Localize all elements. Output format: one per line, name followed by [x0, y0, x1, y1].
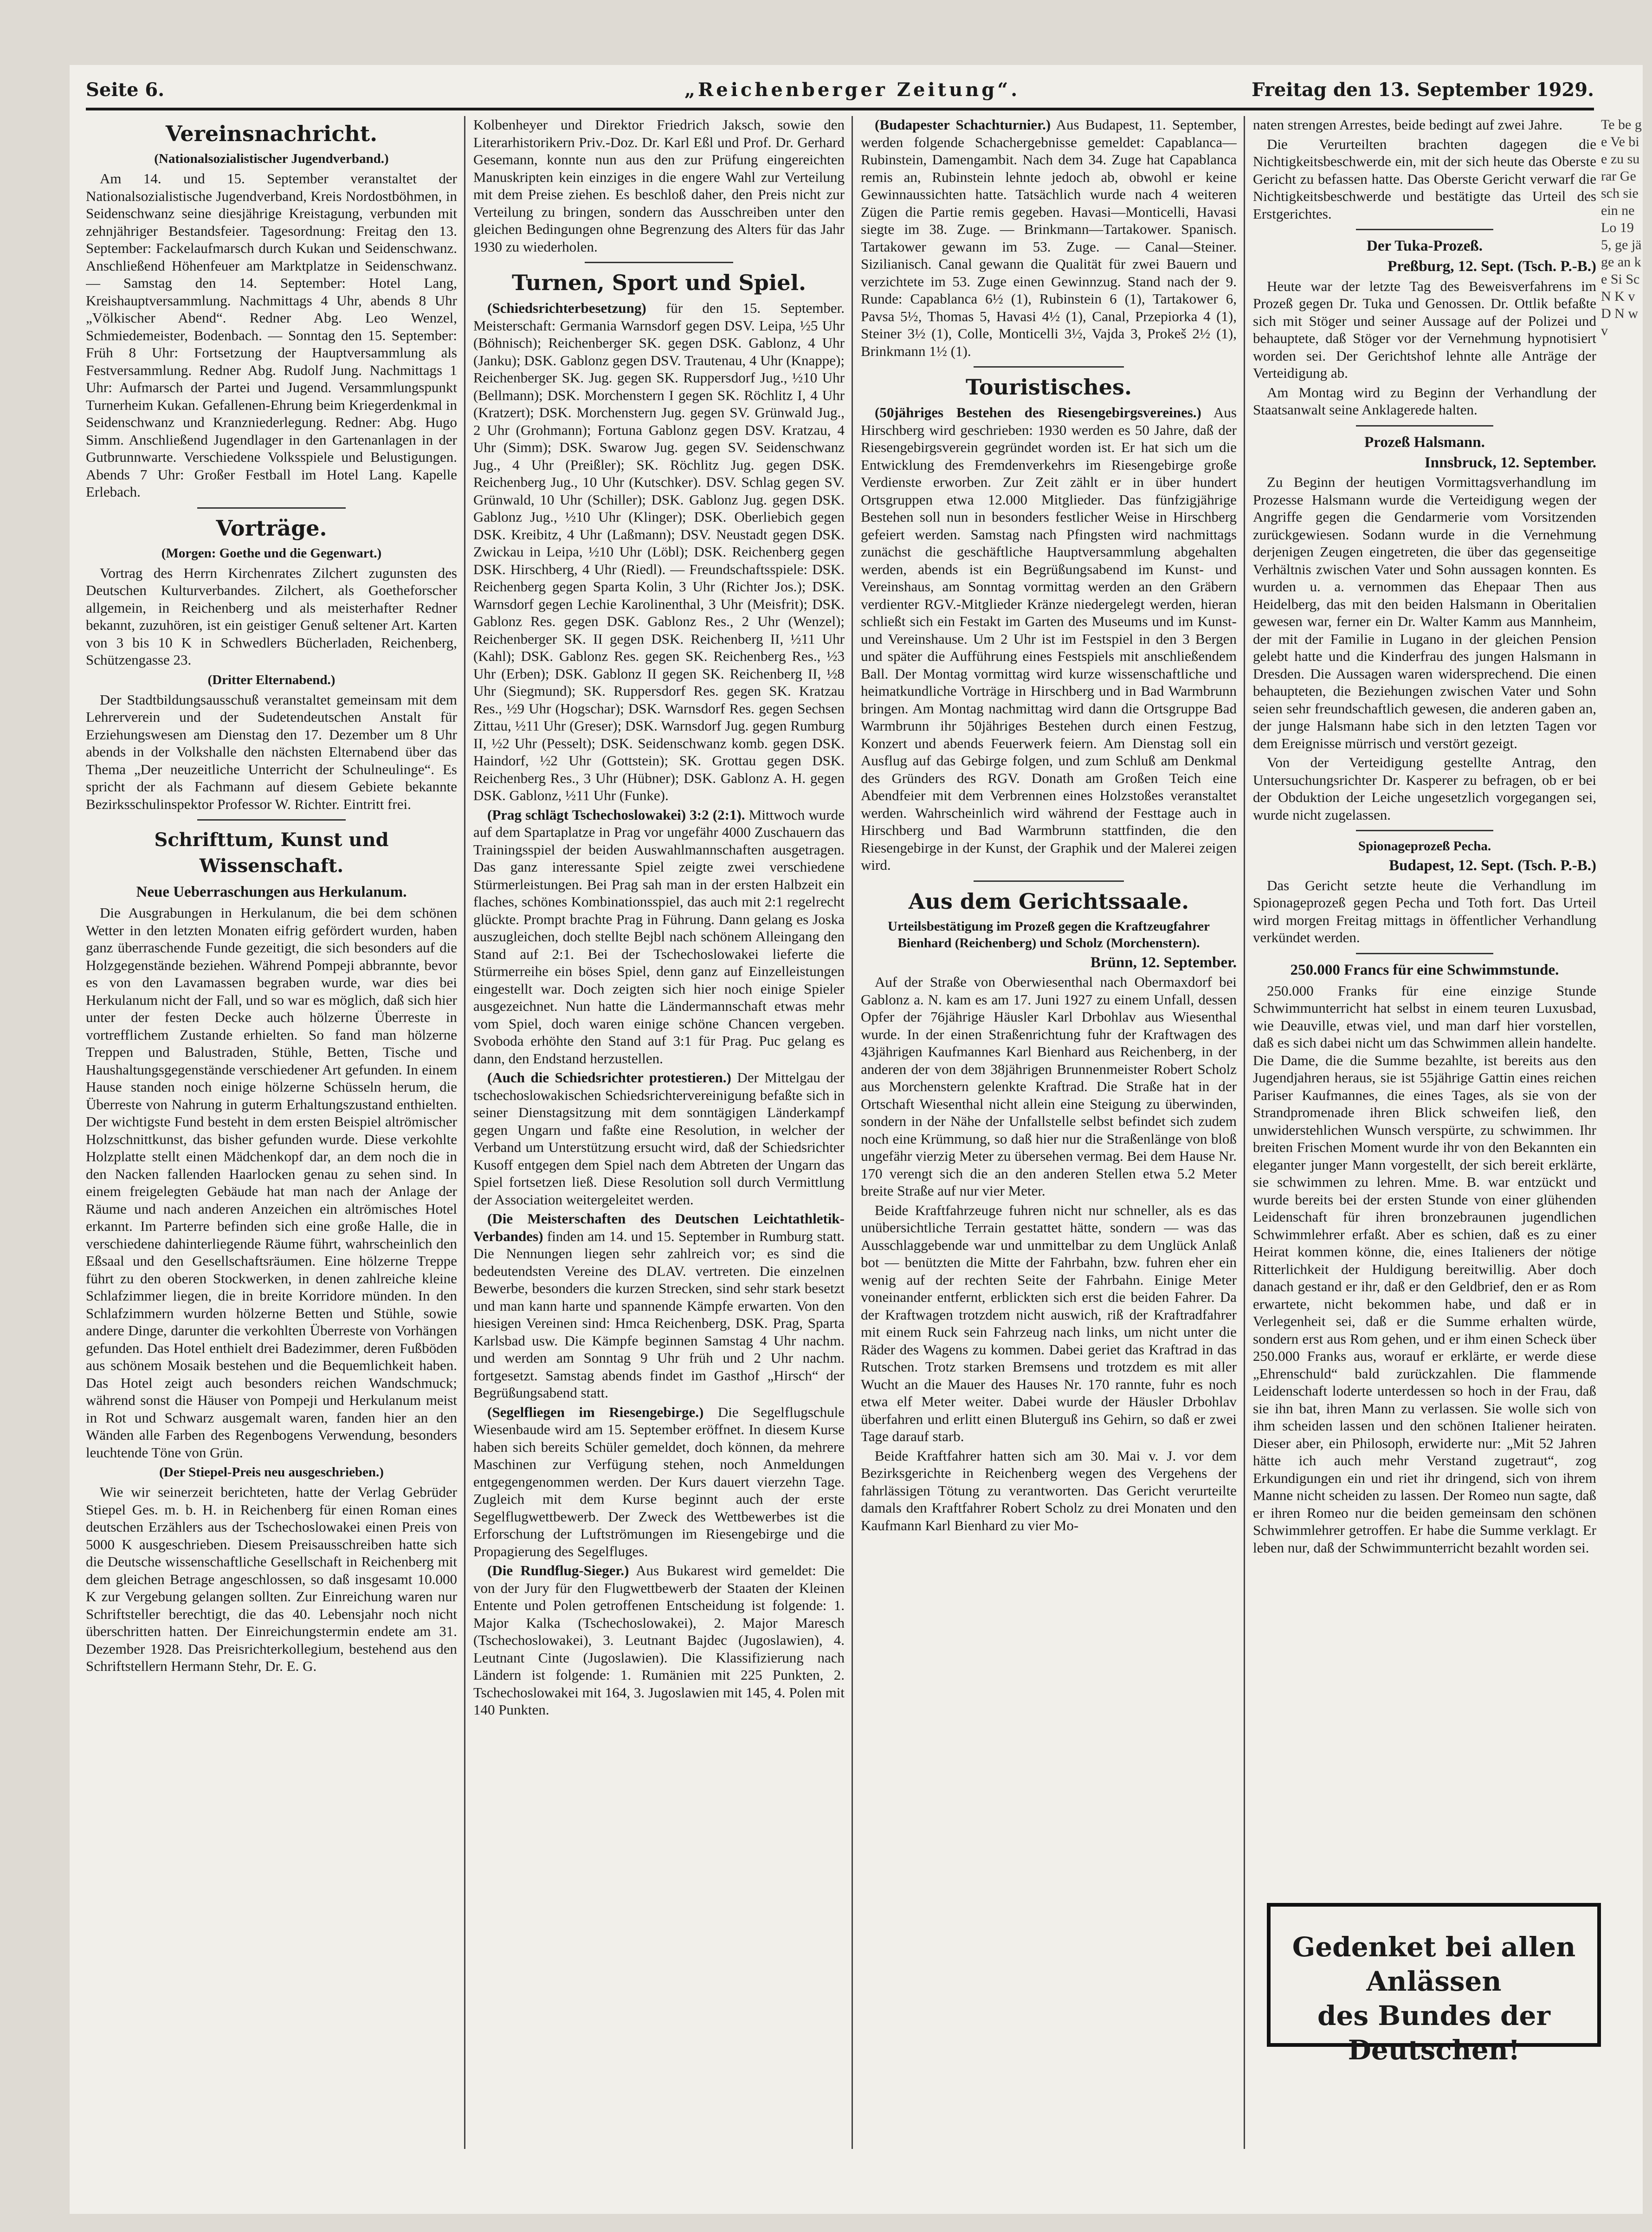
article-subheading: (Der Stiepel-Preis neu ausgeschrieben.) — [159, 1465, 384, 1480]
issue-date: Freitag den 13. September 1929. — [1252, 79, 1594, 101]
article-text: Der Stadtbildungsausschuß veranstaltet gemeinsam mit dem Lehrerverein und der Sudetendeutschen Anstalt für Erziehungswesen am Dienstag den 17. Dezember um 8 Uhr abends in der Volkshalle den nächsten Elternabend über das Thema „Der neuzeitliche Unterricht der Schulneulinge“. Es spricht der als Fachmann auf diesem Gebiete bekannte Bezirksschulinspektor Professor W. Richter. Eintritt frei. — [86, 691, 457, 812]
article-heading: Spionageprozeß Pecha. — [1358, 839, 1491, 854]
article-text: Mittwoch wurde auf dem Spartaplatze in Prag vor ungefähr 4000 Zuschauern das Trainingsspiel der beiden Auswahlmannschaften ausgetragen. Das ganz interessante Spiel zeigte zwei verschiedene Stürmerleistungen. Bei Prag sah man in der ersten Halbzeit ein flaches, schönes Kombinationsspiel, das auch mit 2:1 regelrecht glückte. Prompt brachte Prag in Führung. Dann gelang es Joska auszugleichen, doch stellte Bejbl nach schönem Alleingang den Stand auf 2:1. Bei der Tschechoslowakei lieferte die Stürmerreihe ein böses Spiel, denn ganz auf Einzelleistungen eingestellt war. Doch zeigten sich hier noch einige Spieler ausgezeichnet. Nun hatte die Ländermannschaft etwas mehr vom Spiel, doch waren einige schöne Chancen vergeben. Svoboda erhöhte den Stand auf 3:1 für Prag. Puc gelang es dann, den Endstand herzustellen. — [473, 806, 845, 1067]
article-subheading: (50jähriges Bestehen des Riesengebirgsvereines.) — [875, 404, 1201, 421]
article-dateline: Budapest, 12. Sept. (Tsch. P.-B.) — [1389, 857, 1596, 874]
section-divider — [585, 262, 733, 263]
article-text: 250.000 Franks für eine einzige Stunde Schwimmunterricht hat selbst in einem teuren Luxusbad, wie Deauville, etwas viel, und man darf hier vorstellen, daß es sich dabei nicht um das Schwimmen allein handelte. Die Dame, die die Summe bezahlte, ist bereits aus den Jugendjahren heraus, sie ist 55jährige Gattin eines reichen Pariser Kaufmannes, die eines Tages, als sie von der Strandpromenade ihren Blick schweifen ließ, den unwiderstehlichen Wunsch verspürte, zu schwimmen. Ihr breiten Frischen Moment wurde ihr von den Bekannten ein eleganter junger Mann vorgestellt, der sich bereit erklärte, sie schwimmen zu lehren. Mme. B. war entzückt und wurde bereits bei der ersten Stunde von einer glühenden Leidenschaft für ihren bronzebraunen jugendlichen Schwimmlehrer erfaßt. Aber es schien, daß es zu einer Heirat kommen könne, die, eines Italieners der nötige Ritterlichkeit der Huldigung bereitwillig. Aber doch danach gestand er ihr, daß er den Geldbrief, den er as Rom erwartete, nicht bekommen habe, und daß er in Verlegenheit sei, daß er die Summe erhalten würde, sondern erst aus Rom gehen, und er ihm einen Scheck über 250.000 Franks aus, worauf er erklärte, er werde diese „Ehrenschuld“ bald zurückzahlen. Die flammende Leidenschaft loderte unterdessen so hoch in der Frau, daß sie ihn bat, ihren Mann zu verlassen. Sie wolle sich von ihm scheiden lassen und den schönen Italiener heiraten. Dieser aber, ein Philosoph, erwiderte nur: „Mit 52 Jahren hätte ich auch mehr Verstand zugetraut“, zog Erkundigungen ein und riet ihr dringend, sich von ihrem Manne nicht scheiden zu lassen. Der Romeo nun sagte, daß er ihren Romeo nur die beiden gemeinsam den schönen Schwimmlehrer getroffen. Er habe die Summe verklagt. Er leben nur, daß der Schwimmunterricht bezahlt worden sei. — [1253, 982, 1596, 1556]
adjacent-page-fragment: Te be ge Ve bie zu su rar Ge sch sie ein ne Lo 19 5, ge jä ge an ke Si Sc N K v D N w v — [1601, 117, 1642, 338]
article-text: naten strengen Arrestes, beide bedingt auf zwei Jahre. — [1253, 116, 1563, 133]
article-text: Die Verurteilten brachten dagegen die Nichtigkeitsbeschwerde ein, mit der sich heute das Oberste Gericht zu befassen hatte. Das Oberste Gericht verwarf die Nichtigkeitsbeschwerde und bestätigte das Urteil des Erstgerichtes. — [1253, 136, 1596, 222]
column-2 — [473, 116, 845, 2149]
page-number: Seite 6. — [86, 79, 165, 101]
section-divider — [1356, 830, 1493, 831]
article-dateline: Preßburg, 12. Sept. (Tsch. P.-B.) — [1387, 258, 1596, 275]
article-heading: 250.000 Francs für eine Schwimmstunde. — [1290, 961, 1559, 978]
article-text: Am Montag wird zu Beginn der Verhandlung der Staatsanwalt seine Anklagerede halten. — [1253, 384, 1596, 418]
section-title-vereinsnachricht: Vereinsnachricht. — [165, 121, 378, 146]
article-text: Die Segelflugschule Wiesenbaude wird am 15. September eröffnet. In diesem Kurse haben sich bereits Schüler gemeldet, doch können, da mehrere Maschinen zur Verfügung stehen, noch Anmeldungen entgegengenommen werden. Der Kurs dauert vierzehn Tage. Zugleich mit dem Kurse beginnt auch der erste Segelflugwettbewerb. Der Zweck des Wettbewerbes ist die Erforschung der Luftströmungen im Riesengebirge und die Propagierung des Segelfluges. — [473, 1404, 845, 1559]
section-title-vortraege: Vorträge. — [216, 515, 327, 541]
article-subheading: (Segelfliegen im Riesengebirge.) — [487, 1404, 704, 1420]
article-subheading: (Morgen: Goethe und die Gegenwart.) — [161, 545, 382, 561]
banner-line-1: Gedenket bei allen Anlässen — [1292, 1931, 1576, 1997]
header-rule — [86, 108, 1594, 110]
column-4 — [1253, 116, 1596, 1889]
article-text: Zu Beginn der heutigen Vormittagsverhandlung im Prozesse Halsmann wurde die Verteidigung wegen der Angriffe gegen die Gendarmerie vom Vorsitzenden zurückgewiesen. Sodann wurde in die Vernehmung derjenigen Zeugen eingetreten, die über das gegenseitige Verhältnis zwischen Vater und Sohn aussagen konnten. Es wurden u. a. vernommen das Ehepaar Then aus Heidelberg, das mit den beiden Halsmann in Oberitalien gewesen war, ferner ein Dr. Walter Kamm aus Mannheim, der mit der Familie in Lugano in der gleichen Pension gelebt hatte und die Kinderfrau des jungen Halsmann in Dresden. Die Aussagen waren widersprechend. Die einen behaupteten, die Beziehungen zwischen Vater und Sohn seien sehr freundschaftlich gewesen, die anderen gaben an, der junge Halsmann habe sich in den letzten Tagen vor dem Ereignisse mürrisch und verstört gezeigt. — [1253, 474, 1596, 751]
section-title-touristisches: Touristisches. — [966, 375, 1132, 400]
section-divider — [974, 366, 1124, 368]
article-dateline: Brünn, 12. September. — [1090, 954, 1237, 971]
article-text: Aus Bukarest wird gemeldet: Die von der Jury für den Flugwettbewerb der Staaten der Kleinen Entente und Polen getroffenen Entscheidung ist folgende: 1. Major Kalka (Tschechoslowakei), 2. Major Maresch (Tschechoslowakei), 3. Leutnant Bajdec (Jugoslawien), 4. Leutnant Cinte (Jugoslawien). Die Klassifizierung nach Ländern ist folgende: 1. Rumänien mit 225 Punkten, 2. Tschechoslowakei mit 164, 3. Jugoslawien mit 145, 4. Polen mit 140 Punkten. — [473, 1562, 845, 1718]
column-separator — [464, 116, 465, 2149]
article-heading: Neue Ueberraschungen aus Herkulanum. — [136, 884, 407, 900]
section-divider — [974, 880, 1124, 882]
article-text: Kolbenheyer und Direktor Friedrich Jaksch, sowie den Literarhistorikern Priv.-Doz. Dr. Karl Eßl und Prof. Dr. Gerhard Gesemann, konnte nun aus den zur Prüfung eingereichten Manuskripten kein einziges in die engere Wahl zur Verteilung mit dem Preise ziehen. Es beschloß daher, den Preis nicht zur Verteilung zu bringen, sondern das Ausschreiben unter den gleichen Bedingungen ohne Begrenzung des Alters für das Jahr 1930 zu wiederholen. — [473, 116, 845, 255]
article-dateline: Innsbruck, 12. September. — [1424, 454, 1596, 471]
section-divider — [1356, 953, 1493, 954]
section-divider — [197, 819, 346, 821]
article-subheading: (Dritter Elternabend.) — [207, 672, 336, 687]
article-heading: Der Tuka-Prozeß. — [1367, 238, 1483, 254]
column-3 — [861, 116, 1237, 2149]
article-subheading: (Prag schlägt Tschechoslowakei) 3:2 (2:1). — [487, 806, 745, 823]
section-divider — [1356, 425, 1493, 427]
article-text: Das Gericht setzte heute die Verhandlung im Spionageprozeß gegen Pecha und Toth fort. Das Urteil wird morgen Freitag mittags in öffentlicher Verhandlung verkündet werden. — [1253, 877, 1596, 945]
article-text: Am 14. und 15. September veranstaltet der Nationalsozialistische Jugendverband, Kreis Nordostböhmen, in Seidenschwanz seine diesjährige Kreistagung, verbunden mit zehnjähriger Bestandsfeier. Tagesordnung: Freitag den 13. September: Fackelaufmarsch durch Kukan und Seidenschwanz. Anschließend Höhenfeuer am Marktplatze in Seidenschwanz. — Samstag den 14. September: Hotel Lang, Kreishauptversammlung. Nachmittags 4 Uhr, abends 8 Uhr „Völkischer Abend“. Redner Abg. Leo Wenzel, Schmiedemeister, Bodenbach. — Sonntag den 15. September: Früh 8 Uhr: Fortsetzung der Hauptversammlung als Festversammlung. Redner Abg. Rudolf Jung. Nachmittags 1 Uhr: Aufmarsch der Partei und Jugend. Versammlungspunkt Turnerheim Kukan. Gefallenen-Ehrung beim Kriegerdenkmal in Seidenschwanz und Kranzniederlegung. Redner: Abg. Hugo Simm. Anschließend Jugendlager in den Gartenanlagen in der Gutbrunnwarte. Verschiedene Volksspiele und Belustigungen. Abends 7 Uhr: Großer Festball im Hotel Lang. Kapelle Erlebach. — [86, 170, 457, 500]
article-text: Von der Verteidigung gestellte Antrag, den Untersuchungsrichter Dr. Kasperer zu befragen, ob er bei der Obduktion der Leiche ungesetzlich vorgegangen sei, wurde nicht zugelassen. — [1253, 754, 1596, 823]
article-text: Beide Kraftfahrzeuge fuhren nicht nur schneller, als es das unübersichtliche Terrain gestattet hätte, sondern — was das Ausschlaggebende war und unmittelbar zu dem Unglück Anlaß bot — benützten die Mitte der Fahrbahn, bzw. fuhren eher ein wenig auf der rechten Seite der Fahrbahn. Einige Meter voneinander entfernt, erblickten sich erst die beiden Fahrer. Da der Kraftwagen trotzdem nicht auswich, riß der Kraftradfahrer mit einem Ruck sein Fahrzeug nach links, um nicht unter die Räder des Wagens zu kommen. Dabei geriet das Kraftrad in das Rutschen. Trotz starken Bremsens und trotzdem es mit aller Wucht an die Mauer des Hauses Nr. 170 rannte, fuhr es noch etwa elf Meter weiter. Dabei wurde der Häusler Drbohlav überfahren und erlitt einen Bluterguß ins Gehirn, so daß er zwei Tage darauf starb. — [861, 1202, 1237, 1444]
article-text: Die Ausgrabungen in Herkulanum, die bei dem schönen Wetter in den letzten Monaten eifrig gefördert wurden, haben ganz überraschende Funde gezeitigt, die sich besonders auf die Holzgegenstände beziehen. Während Pompeji abbrannte, bevor es von den Lavamassen begraben wurde, war dies bei Herkulanum nicht der Fall, und so war es möglich, daß sich hier unter der festen Decke auch hölzerne Überreste in vortrefflichem Zustande erhielten. So fand man hölzerne Treppen und Balustraden, Stühle, Betten, Tische und Haushaltungsgegenstände verschiedener Art gefunden. In einem Hause standen noch einige hölzerne Schüsseln herum, die Überreste von Nahrung in guterm Erhaltungszustand enthielten. Der wichtigste Fund besteht in dem ersten Beispiel altrömischer Holzschnittkunst, das bisher gefunden wurde. Diese verkohlte Holzplatte stellt einen Mädchenkopf dar, an dem noch die in den Nacken fallenden Haarlocken genau zu sehen sind. In einem freigelegten Gebäude hat man nach der Anlage der Räume und nach anderen Anzeichen ein altrömisches Hotel erkannt. Im Parterre befinden sich eine große Halle, die in verschiedene dahinterliegende Räume führt, wahrscheinlich den Eßsaal und den Gesellschaftsräumen. Eine hölzerne Treppe führt zu den oberen Stockwerken, in denen zahlreiche kleine Schlafzimmer liegen, die in breite Korridore münden. In den Schlafzimmern wurden hölzerne Betten und Stühle, sowie andere Dinge, darunter die verkohlten Überreste von Vorhängen gefunden. Das Hotel enthielt drei Badezimmer, deren Fußböden aus schönem Mosaik bestehen und die Bequemlichkeit haben. Das Hotel zeigt auch besonders reichen Wandschmuck; während sonst die Häuser von Pompeji und Herkulanum meist in Rot und Schwarz ausgemalt waren, fanden hier an den Wänden alle Farben des Regenbogens Verwendung, besonders leuchtende Töne von Grün. — [86, 905, 457, 1461]
article-subheading: (Die Meisterschaften des Deutschen Leichtathletik-Verbandes) — [473, 1210, 845, 1244]
article-text: Aus Hirschberg wird geschrieben: 1930 werden es 50 Jahre, daß der Riesengebirgsverein gegründet worden ist. Er hat sich um die Entwicklung des Fremdenverkehrs im Riesengebirge große Verdienste erworben. Zur Zeit zählt er in über hundert Ortsgruppen etwa 12.000 Mitglieder. Das fünfzigjährige Bestehen soll nun in besonders festlicher Weise in Hirschberg gefeiert werden. Samstag nach Pfingsten wird nachmittags zunächst die geschäftliche Hauptversammlung abgehalten werden, abends ist ein Begrüßungsabend im Kunst- und Vereinshaus, am Sonntag vormittag werden an den Gräbern verdienter RGV.-Mitglieder Kränze niedergelegt werden, hieran schließt sich ein Festakt im Garten des Museums und im Kunst- und Vereinshause. Um 2 Uhr ist im Festspiel in den 3 Bergen und später die Aufführung eines Festspiels mit anschließendem Ball. Der Montag vormittag wird kurze wissenschaftliche und heimatkundliche Vorträge in Hirschberg und in Bad Warmbrunn bringen. Am Montag nachmittag wird dann die Ortsgruppe Bad Warmbrunn ihr 50jähriges Bestehen durch einen Festzug, Konzert und abends Feuerwerk feiern. Am Dienstag soll ein Ausflug auf das Gebirge folgen, und zum Schluß am Denkmal des Gründers des RGV. Donath am Großen Teich eine Abendfeier mit dem Verbrennen eines Holzstoßes veranstaltet werden. Wahrscheinlich wird während der Festtage auch in Hirschberg und Bad Warmbrunn stattfinden, die den Riesengebirge in der Kunst, der Graphik und der Malerei zeigen wird. — [861, 404, 1237, 873]
article-text: Vortrag des Herrn Kirchenrates Zilchert zugunsten des Deutschen Kulturverbandes. Zilchert, als Goetheforscher allgemein, in Reichenberg und als meisterhafter Redner bekannt, zuzuhören, ist ein geistiger Genuß seltener Art. Karten von 3 bis 10 K in Schwedlers Bücherladen, Reichenberg, Schützengasse 23. — [86, 564, 457, 668]
column-1 — [86, 116, 457, 2149]
column-separator — [1244, 116, 1245, 2149]
article-text: Heute war der letzte Tag des Beweisverfahrens im Prozeß gegen Dr. Tuka und Genossen. Dr. Ottlik befaßte sich mit Stöger und seiner Aussage auf der Polizei und behauptete, daß Stöger vor der Vernehmung hypnotisiert worden sei. Der Gerichtshof lehnte alle Anträge der Verteidigung ab. — [1253, 278, 1596, 381]
article-subheading: (Budapester Schachturnier.) — [875, 116, 1051, 133]
section-divider — [1356, 229, 1493, 230]
section-title-gerichtssaal: Aus dem Gerichtssaale. — [908, 888, 1189, 914]
article-text: für den 15. September. Meisterschaft: Germania Warnsdorf gegen DSV. Leipa, ½5 Uhr (Böhnisch); Reichenberger SK. gegen DSK. Gablonz, 4 Uhr (Janku); DSK. Gablonz gegen DSV. Trautenau, 4 Uhr (Knappe); Reichenberger SK. Jug. gegen SK. Ruppersdorf Jug., ½10 Uhr (Bellmann); DSK. Morchenstern I gegen SK. Röchlitz I, 4 Uhr (Kratzert); DSK. Morchenstern Jug. gegen SV. Grünwald Jug., 2 Uhr (Grohmann); Fortuna Gablonz gegen DSV. Kratzau, 4 Uhr (Simm); DSK. Swarow Jug. gegen SV. Seidenschwanz Jug., 4 Uhr (Preißler); SK. Röchlitz Jug. gegen DSK. Reichenberg Jug., 10 Uhr (Kutschker). DSV. Schlag gegen SV. Grünwald, 10 Uhr (Schiller); DSK. Gablonz Jug. gegen DSK. Gablonz Jug., ½10 Uhr (Klinger); DSK. Oberliebich gegen DSK. Kreibitz, 4 Uhr (Laßmann); DSV. Neustadt gegen DSK. Zwickau in Leipa, ½10 Uhr (Löbl); DSK. Reichenberg gegen DSK. Hirschberg, 4 Uhr (Riedl). — Freundschaftsspiele: DSK. Reichenberg gegen Sparta Kolin, 3 Uhr (Richter Jos.); DSK. Warnsdorf gegen Lechie Karolinenthal, 3 Uhr (Meisfrit); DSK. Gablonz Res. gegen DSK. Gablonz Res., 2 Uhr (Wenzel); Reichenberger SK. II gegen DSK. Reichenberg II, ½11 Uhr (Kahl); DSK. Gablonz Res. gegen SK. Reichenberg Res., ½3 Uhr (Erben); DSK. Gablonz II gegen SK. Reichenberg II, ½8 Uhr (Siegmund); SK. Ruppersdorf Res. gegen SK. Kratzau Res., ½9 Uhr (Hogschar); DSK. Warnsdorf Res. gegen Sechsen Zittau, ½11 Uhr (Greser); DSK. Warnsdorf Jug. gegen Rumburg II, ½2 Uhr (Pesselt); DSK. Seidenschwanz komb. gegen DSK. Haindorf, ½2 Uhr (Gottstein); SK. Grottau gegen DSK. Reichenberg Res., 3 Uhr (Hübner); DSK. Gablonz A. H. gegen DSK. Gablonz, ½11 Uhr (Funke). — [473, 300, 845, 803]
article-subheading: (Die Rundflug-Sieger.) — [487, 1562, 629, 1579]
article-heading: Prozeß Halsmann. — [1364, 433, 1485, 451]
section-title-schrifttum: Schrifttum, Kunst und Wissenschaft. — [154, 829, 389, 877]
section-title-turnen: Turnen, Sport und Spiel. — [511, 270, 807, 295]
article-subheading: (Auch die Schiedsrichter protestieren.) — [487, 1069, 731, 1086]
article-heading: Urteilsbestätigung im Prozeß gegen die Kraftzeugfahrer Bienhard (Reichenberg) und Scholz (Morchenstern). — [888, 919, 1210, 951]
page-header — [86, 79, 1594, 107]
article-text: Der Mittelgau der tschechoslowakischen Schiedsrichtervereinigung befaßte sich in seiner Dienstagsitzung mit dem sonntägigen Länderkampf gegen Ungarn und faßte eine Resolution, in welcher der Verband um Unterstützung ersucht wird, daß der Schiedsrichter Kusoff entgegen dem Spiel nach dem Abtreten der Ungarn das Spiel fortsetzen ließ. Diese Resolution soll durch Vermittlung der Association weitergeleitet werden. — [473, 1069, 845, 1208]
bund-der-deutschen-banner — [1267, 1903, 1601, 2066]
article-subheading: (Nationalsozialistischer Jugendverband.) — [154, 151, 389, 166]
article-subheading: (Schiedsrichterbesetzung) — [487, 300, 646, 316]
article-text: Auf der Straße von Oberwiesenthal nach Obermaxdorf bei Gablonz a. N. kam es am 17. Juni 1927 zu einem Unfall, dessen Opfer der 76jährige Häusler Karl Drbohlav aus Wiesenthal wurde. In der einen Straßenrichtung fuhr der Kraftwagen des 43jährigen Kaufmannes Karl Bienhard aus Reichenberg, in der anderen der von dem 38jährigen Brunnenmeister Robert Scholz aus Morchenstern gelenkte Kraftrad. Die Straße hat in der Ortschaft Wiesenthal nicht allein eine Steigung zu überwinden, sondern in der Nähe der Unfallstelle selbst befindet sich zudem noch eine Krümmung, so daß hier nur die Straßenlänge von bloß ungefähr vierzig Meter zu übersehen vermag. Bei dem Hause Nr. 170 verengt sich die an den anderen Stellen etwa 5.2 Meter breite Straße auf nur vier Meter. — [861, 974, 1237, 1199]
banner-line-2: des Bundes der Deutschen! — [1317, 2000, 1550, 2066]
newspaper-title: „Reichenberger Zeitung“. — [684, 79, 1020, 101]
article-text: finden am 14. und 15. September in Rumburg statt. Die Nennungen liegen sehr zahlreich vor; es sind die bedeutendsten Vereine des DLAV. vertreten. Die einzelnen Bewerbe, besonders die kurzen Strecken, sind sehr stark besetzt und man kann harte und spannende Kämpfe erwarten. Von den hiesigen Vereinen sind: Hmca Reichenberg, DSK. Prag, Sparta Karlsbad usw. Die Kämpfe beginnen Samstag 4 Uhr nachm. und werden am Sonntag 9 Uhr früh und 2 Uhr nachm. fortgesetzt. Samstag abends findet im Gasthof „Hirsch“ der Begrüßungsabend statt. — [473, 1228, 845, 1401]
article-text: Beide Kraftfahrer hatten sich am 30. Mai v. J. vor dem Bezirksgerichte in Reichenberg wegen des Vergehens der fahrlässigen Tötung zu verantworten. Das Gericht verurteilte damals den Kraftfahrer Robert Scholz zu drei Monaten und den Kaufmann Karl Bienhard zu vier Mo- — [861, 1447, 1237, 1533]
column-separator — [852, 116, 853, 2149]
article-text: Aus Budapest, 11. September, werden folgende Schachergebnisse gemeldet: Capablanca—Rubinstein, Damengambit. Nach dem 34. Zuge hat Capablanca remis an, Rubinstein lehnte jedoch ab, obwohl er keine Gewinnaussichten hatte. Tatsächlich wurde nach 4 weiteren Zügen die Partie remis gegeben. Havasi—Monticelli, Havasi siegte im 38. Zuge. — Brinkmann—Tartakower. Spanisch. Tartakower gewann im 53. Zuge. — Canal—Steiner. Sizilianisch. Canal gewann die Qualität für zwei Bauern und verzichtete im 53. Zuge einen Gewinnzug. Stand nach der 9. Runde: Capablanca 6½ (1), Rubinstein 6 (1), Tartakower 6, Pavsa 5½, Thomas 5, Havasi 4½ (1), Canal, Przepiorka 4 (1), Steiner 3½ (1), Colle, Monticelli 3½, Vajda 3, Prokeš 2½ (1), Brinkmann 1½ (1). — [861, 116, 1237, 359]
section-divider — [197, 507, 346, 509]
article-text: Wie wir seinerzeit berichteten, hatte der Verlag Gebrüder Stiepel Ges. m. b. H. in Reichenberg für einen Roman eines deutschen Erzählers aus der Tschechoslowakei einen Preis von 5000 K ausgeschrieben. Diesem Preisausschreiben hatte sich die Deutsche wissenschaftliche Gesellschaft in Reichenberg mit dem gleichen Betrage angeschlossen, so daß insgesamt 10.000 K zur Vergebung gelangen sollten. Zur Einreichung waren nur Schriftsteller berechtigt, die das 40. Lebensjahr noch nicht überschritten hatten. Der Einreichungstermin endete am 31. Dezember 1928. Das Preisrichterkollegium, bestehend aus den Schriftstellern Hermann Stehr, Dr. E. G. — [86, 1484, 457, 1674]
